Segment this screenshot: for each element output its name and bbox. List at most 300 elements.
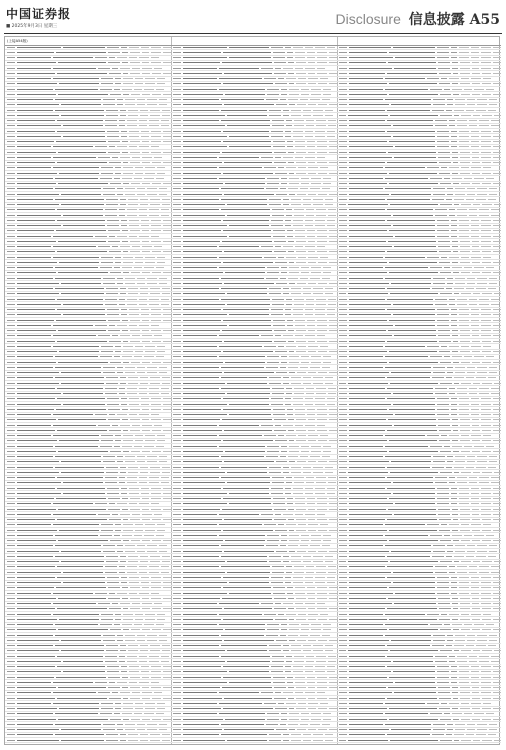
table-cell	[327, 577, 335, 578]
table-cell	[349, 498, 387, 499]
table-cell	[427, 614, 439, 615]
table-cell	[288, 430, 294, 431]
table-cell	[491, 482, 499, 483]
table-cell	[109, 325, 115, 326]
table-cell	[229, 314, 269, 315]
table-cell	[142, 598, 150, 599]
table-cell	[269, 556, 281, 557]
table-cell	[387, 645, 430, 646]
table-cell	[300, 635, 308, 636]
table-cell	[173, 708, 181, 709]
table-cell	[318, 729, 327, 730]
table-cell	[311, 629, 321, 630]
table-cell	[313, 204, 323, 205]
table-cell	[109, 57, 115, 58]
table-cell	[7, 104, 15, 105]
table-cell	[115, 619, 121, 620]
table-cell	[145, 346, 155, 347]
table-cell	[477, 367, 487, 368]
table-cell	[276, 640, 287, 641]
table-cell	[151, 325, 159, 326]
table-cell	[328, 661, 336, 662]
table-cell	[122, 89, 132, 90]
table-cell	[349, 330, 386, 331]
table-cell	[471, 236, 479, 237]
table-cell	[117, 104, 123, 105]
table-cell	[17, 519, 55, 520]
table-cell	[127, 215, 137, 216]
table-cell	[17, 729, 59, 730]
table-cell	[17, 561, 59, 562]
table-cell	[460, 335, 470, 336]
table-cell	[476, 110, 486, 111]
table-cell	[303, 288, 311, 289]
table-cell	[7, 671, 15, 672]
table-cell	[108, 419, 120, 420]
table-cell	[329, 372, 337, 373]
table-cell	[157, 346, 165, 347]
table-cell	[296, 83, 306, 84]
table-cell	[296, 62, 306, 63]
newspaper-logo: 中国证券报	[6, 7, 72, 21]
table-cell	[451, 309, 457, 310]
table-cell	[289, 104, 295, 105]
table-cell	[451, 220, 457, 221]
table-cell	[435, 566, 447, 567]
table-cell	[140, 472, 148, 473]
table-cell	[115, 435, 121, 436]
table-cell	[447, 367, 453, 368]
table-cell	[464, 446, 472, 447]
table-cell	[173, 341, 181, 342]
table-cell	[173, 199, 181, 200]
table-cell	[261, 692, 273, 693]
table-cell	[472, 152, 480, 153]
table-cell	[147, 724, 157, 725]
table-cell	[117, 551, 123, 552]
table-cell	[123, 524, 133, 525]
table-cell	[17, 603, 51, 604]
table-cell	[122, 330, 128, 331]
table-cell	[385, 713, 428, 714]
table-cell	[105, 656, 117, 657]
table-cell	[285, 671, 291, 672]
table-cell	[315, 314, 325, 315]
table-cell	[481, 398, 491, 399]
table-cell	[472, 335, 480, 336]
table-cell	[131, 540, 140, 541]
table-cell	[477, 283, 487, 284]
table-cell	[329, 146, 337, 147]
table-cell	[481, 587, 491, 588]
table-cell	[121, 493, 127, 494]
table-cell	[435, 299, 447, 300]
table-cell	[300, 367, 308, 368]
table-cell	[339, 283, 347, 284]
table-cell	[183, 419, 220, 420]
table-cell	[58, 152, 106, 153]
table-cell	[471, 320, 479, 321]
table-cell	[219, 425, 259, 426]
table-cell	[387, 377, 430, 378]
table-cell	[473, 383, 480, 384]
table-cell	[275, 83, 287, 84]
table-cell	[457, 125, 467, 126]
table-cell	[53, 435, 99, 436]
table-cell	[471, 136, 479, 137]
table-cell	[317, 73, 327, 74]
table-cell	[223, 398, 269, 399]
table-cell	[140, 561, 148, 562]
table-cell	[7, 167, 15, 168]
table-cell	[317, 325, 327, 326]
table-cell	[387, 131, 436, 132]
table-cell	[307, 593, 315, 594]
table-cell	[453, 451, 459, 452]
table-cell	[454, 383, 460, 384]
table-cell	[109, 503, 115, 504]
table-cell	[129, 493, 139, 494]
table-cell	[325, 561, 333, 562]
table-cell	[489, 104, 497, 105]
table-cell	[221, 635, 264, 636]
table-cell	[183, 215, 225, 216]
table-cell	[394, 157, 436, 158]
table-cell	[272, 572, 284, 573]
table-cell	[183, 341, 222, 342]
table-cell	[159, 635, 167, 636]
table-cell	[173, 519, 181, 520]
table-cell	[339, 461, 347, 462]
table-cell	[349, 435, 383, 436]
table-cell	[481, 68, 491, 69]
table-cell	[440, 115, 451, 116]
table-cell	[151, 404, 161, 405]
table-cell	[142, 241, 150, 242]
table-cell	[339, 493, 347, 494]
table-cell	[120, 467, 126, 468]
table-cell	[151, 682, 159, 683]
table-cell	[313, 288, 323, 289]
table-cell	[300, 278, 308, 279]
table-cell	[291, 734, 301, 735]
table-cell	[163, 419, 171, 420]
table-cell	[150, 115, 160, 116]
table-cell	[317, 587, 327, 588]
table-cell	[183, 524, 217, 525]
section-title	[336, 9, 500, 29]
table-cell	[183, 173, 221, 174]
table-cell	[460, 246, 470, 247]
table-cell	[288, 687, 294, 688]
table-cell	[387, 199, 430, 200]
table-cell	[329, 341, 337, 342]
table-cell	[317, 241, 327, 242]
table-cell	[317, 677, 327, 678]
table-cell	[142, 603, 152, 604]
table-cell	[481, 52, 491, 53]
table-cell	[120, 68, 130, 69]
table-cell	[221, 110, 267, 111]
table-cell	[349, 645, 385, 646]
table-cell	[329, 729, 337, 730]
table-cell	[491, 566, 499, 567]
table-cell	[173, 346, 181, 347]
table-cell	[467, 456, 475, 457]
table-cell	[173, 215, 181, 216]
table-cell	[281, 624, 287, 625]
table-cell	[163, 241, 171, 242]
table-cell	[393, 215, 433, 216]
table-cell	[122, 446, 132, 447]
table-cell	[482, 650, 491, 651]
table-cell	[283, 514, 293, 515]
table-cell	[7, 225, 15, 226]
table-cell	[439, 262, 451, 263]
table-cell	[145, 614, 155, 615]
table-cell	[491, 388, 499, 389]
table-cell	[482, 362, 491, 363]
table-cell	[317, 698, 327, 699]
table-cell	[285, 314, 291, 315]
table-cell	[451, 325, 457, 326]
table-cell	[339, 83, 347, 84]
table-cell	[389, 629, 438, 630]
table-cell	[17, 183, 57, 184]
table-cell	[488, 377, 496, 378]
table-cell	[339, 362, 347, 363]
table-cell	[227, 304, 270, 305]
table-cell	[349, 136, 391, 137]
table-cell	[323, 719, 331, 720]
table-cell	[17, 115, 59, 116]
table-cell	[57, 656, 103, 657]
table-cell	[173, 125, 181, 126]
table-cell	[108, 230, 120, 231]
table-cell	[110, 719, 121, 720]
table-cell	[303, 204, 311, 205]
table-cell	[385, 614, 425, 615]
table-cell	[101, 614, 113, 615]
table-cell	[183, 278, 219, 279]
table-cell	[115, 346, 121, 347]
table-cell	[142, 687, 150, 688]
table-cell	[482, 540, 491, 541]
table-cell	[135, 83, 143, 84]
table-cell	[476, 288, 486, 289]
table-cell	[114, 535, 120, 536]
table-cell	[106, 383, 118, 384]
table-cell	[17, 566, 55, 567]
table-cell	[57, 430, 107, 431]
table-cell	[150, 472, 160, 473]
table-cell	[305, 404, 313, 405]
table-cell	[123, 167, 133, 168]
table-cell	[459, 503, 469, 504]
table-cell	[7, 561, 15, 562]
table-cell	[58, 451, 107, 452]
table-cell	[183, 456, 219, 457]
table-cell	[101, 703, 113, 704]
table-cell	[457, 477, 467, 478]
table-cell	[151, 414, 159, 415]
table-cell	[308, 703, 318, 704]
table-cell	[157, 440, 165, 441]
table-cell	[183, 204, 225, 205]
table-cell	[105, 209, 117, 210]
table-cell	[275, 440, 287, 441]
table-cell	[349, 199, 385, 200]
table-cell	[173, 713, 181, 714]
table-cell	[288, 152, 294, 153]
table-cell	[142, 587, 150, 588]
table-cell	[114, 624, 120, 625]
table-cell	[137, 188, 145, 189]
table-cell	[7, 47, 15, 48]
table-cell	[140, 650, 148, 651]
table-cell	[123, 346, 133, 347]
table-cell	[317, 335, 325, 336]
table-cell	[7, 52, 15, 53]
table-cell	[219, 68, 259, 69]
table-cell	[151, 509, 161, 510]
table-cell	[339, 104, 347, 105]
table-cell	[229, 414, 272, 415]
table-cell	[101, 351, 113, 352]
table-cell	[183, 719, 223, 720]
table-cell	[163, 488, 171, 489]
table-cell	[17, 530, 57, 531]
table-cell	[317, 162, 327, 163]
table-cell	[150, 288, 160, 289]
table-cell	[61, 551, 101, 552]
table-cell	[471, 488, 479, 489]
table-cell	[159, 104, 167, 105]
table-cell	[173, 220, 181, 221]
table-cell	[283, 288, 289, 289]
table-cell	[286, 120, 292, 121]
table-cell	[310, 456, 320, 457]
table-cell	[151, 493, 161, 494]
table-cell	[440, 272, 451, 273]
table-cell	[317, 414, 327, 415]
table-cell	[132, 335, 140, 336]
table-cell	[348, 561, 387, 562]
table-cell	[151, 320, 161, 321]
table-cell	[317, 57, 327, 58]
table-cell	[451, 146, 457, 147]
table-cell	[221, 645, 267, 646]
table-cell	[291, 467, 301, 468]
table-cell	[273, 52, 285, 53]
table-cell	[267, 272, 279, 273]
table-cell	[130, 687, 140, 688]
table-cell	[152, 430, 162, 431]
table-cell	[183, 188, 219, 189]
table-cell	[7, 661, 15, 662]
table-cell	[103, 99, 115, 100]
table-cell	[221, 556, 267, 557]
table-cell	[471, 577, 479, 578]
table-cell	[221, 99, 264, 100]
table-cell	[135, 262, 143, 263]
table-cell	[308, 341, 316, 342]
table-cell	[114, 713, 120, 714]
table-cell	[55, 178, 98, 179]
table-cell	[339, 498, 347, 499]
table-cell	[325, 377, 333, 378]
table-cell	[7, 272, 15, 273]
table-cell	[328, 566, 336, 567]
table-cell	[489, 372, 497, 373]
table-cell	[481, 246, 491, 247]
table-cell	[349, 593, 393, 594]
table-cell	[308, 330, 316, 331]
table-cell	[130, 698, 140, 699]
table-cell	[446, 110, 452, 111]
table-cell	[482, 440, 492, 441]
table-cell	[173, 661, 181, 662]
table-cell	[129, 398, 139, 399]
table-cell	[272, 566, 284, 567]
table-cell	[437, 220, 449, 221]
table-cell	[435, 125, 447, 126]
table-cell	[142, 519, 150, 520]
table-cell	[489, 551, 497, 552]
table-cell	[437, 677, 449, 678]
table-cell	[296, 619, 306, 620]
table-cell	[7, 719, 15, 720]
table-cell	[339, 299, 347, 300]
table-cell	[349, 608, 386, 609]
table-cell	[459, 577, 469, 578]
table-cell	[453, 719, 459, 720]
table-cell	[461, 293, 470, 294]
table-cell	[57, 666, 106, 667]
table-cell	[349, 372, 389, 373]
table-cell	[349, 173, 388, 174]
table-cell	[481, 577, 491, 578]
table-cell	[303, 472, 311, 473]
table-cell	[149, 209, 159, 210]
table-cell	[349, 635, 383, 636]
table-cell	[451, 320, 457, 321]
table-cell	[223, 262, 273, 263]
table-cell	[229, 47, 269, 48]
table-cell	[385, 267, 428, 268]
table-cell	[385, 78, 425, 79]
table-cell	[63, 225, 106, 226]
table-cell	[307, 146, 315, 147]
table-cell	[349, 225, 391, 226]
table-cell	[275, 708, 287, 709]
table-cell	[183, 435, 217, 436]
table-cell	[173, 141, 181, 142]
table-cell	[349, 152, 386, 153]
table-cell	[295, 68, 303, 69]
table-cell	[305, 488, 313, 489]
table-cell	[457, 304, 467, 305]
table-cell	[493, 425, 501, 426]
table-cell	[273, 409, 285, 410]
table-cell	[183, 377, 219, 378]
table-cell	[339, 377, 347, 378]
table-cell	[119, 572, 125, 573]
table-cell	[305, 603, 315, 604]
table-cell	[108, 241, 120, 242]
table-cell	[455, 640, 465, 641]
table-cell	[121, 309, 127, 310]
